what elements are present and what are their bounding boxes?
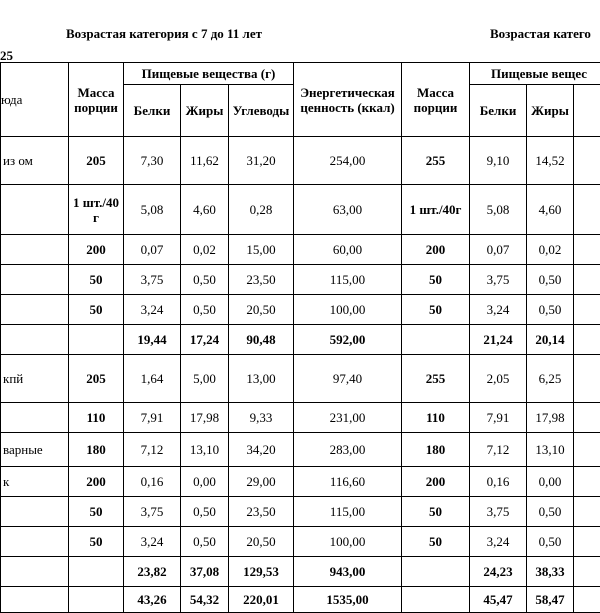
cell-protein-right: 45,47 <box>470 587 527 613</box>
cell-energy: 116,60 <box>294 467 402 497</box>
cell-mass: 50 <box>69 497 124 527</box>
cell-fat: 4,60 <box>181 185 229 235</box>
cell-fat: 5,00 <box>181 355 229 403</box>
cell-carbs: 29,00 <box>229 467 294 497</box>
table-row <box>1 527 600 557</box>
table-row <box>1 265 600 295</box>
cell-mass: 180 <box>69 433 124 467</box>
cell-carbs-right <box>574 355 600 403</box>
cell-mass-right: 255 <box>402 355 470 403</box>
cell-carbs-right <box>574 497 600 527</box>
cell-carbs: 31,20 <box>229 137 294 185</box>
cell-fat: 0,50 <box>181 527 229 557</box>
cell-protein: 0,07 <box>124 235 181 265</box>
cell-fat-right: 4,60 <box>527 185 574 235</box>
cell-dish <box>1 185 69 235</box>
cell-mass: 50 <box>69 527 124 557</box>
cell-dish <box>1 403 69 433</box>
cell-mass: 50 <box>69 295 124 325</box>
cell-carbs: 15,00 <box>229 235 294 265</box>
table-row <box>1 403 600 433</box>
col-mass-header: Масса порции <box>69 63 124 137</box>
cell-energy: 115,00 <box>294 265 402 295</box>
cell-energy: 254,00 <box>294 137 402 185</box>
cell-carbs-right <box>574 403 600 433</box>
col-carbs-header-right <box>574 85 600 137</box>
col-carbs-header: Углеводы <box>229 85 294 137</box>
cell-dish <box>1 497 69 527</box>
cell-fat: 0,00 <box>181 467 229 497</box>
age-category-heading-right: Возрастая катего <box>490 26 591 42</box>
cell-energy: 283,00 <box>294 433 402 467</box>
cell-mass: 205 <box>69 137 124 185</box>
cell-dish <box>1 295 69 325</box>
cell-carbs: 129,53 <box>229 557 294 587</box>
age-category-heading-left: Возрастая категория с 7 до 11 лет <box>66 26 262 42</box>
cell-mass: 50 <box>69 265 124 295</box>
cell-protein: 19,44 <box>124 325 181 355</box>
cell-carbs-right <box>574 325 600 355</box>
table-row <box>1 497 600 527</box>
cell-protein-right: 0,07 <box>470 235 527 265</box>
table-row <box>1 433 600 467</box>
cell-fat-right: 20,14 <box>527 325 574 355</box>
cell-fat-right: 0,02 <box>527 235 574 265</box>
cell-carbs: 23,50 <box>229 265 294 295</box>
cell-fat-right: 0,50 <box>527 295 574 325</box>
cell-fat-right: 17,98 <box>527 403 574 433</box>
cell-carbs-right <box>574 557 600 587</box>
cell-carbs: 220,01 <box>229 587 294 613</box>
cell-mass-right: 180 <box>402 433 470 467</box>
cell-fat-right: 38,33 <box>527 557 574 587</box>
col-protein-header: Белки <box>124 85 181 137</box>
cell-energy: 60,00 <box>294 235 402 265</box>
nutrition-table <box>0 62 600 613</box>
cell-mass-right: 110 <box>402 403 470 433</box>
cell-fat: 13,10 <box>181 433 229 467</box>
cell-mass: 200 <box>69 235 124 265</box>
cell-fat: 17,24 <box>181 325 229 355</box>
cell-fat-right: 0,50 <box>527 497 574 527</box>
cell-carbs-right <box>574 185 600 235</box>
cell-dish <box>1 527 69 557</box>
cell-energy: 1535,00 <box>294 587 402 613</box>
cell-fat-right: 0,50 <box>527 527 574 557</box>
cell-dish <box>1 235 69 265</box>
cell-protein-right: 7,12 <box>470 433 527 467</box>
cell-carbs: 20,50 <box>229 527 294 557</box>
cell-protein-right: 7,91 <box>470 403 527 433</box>
cell-protein-right: 0,16 <box>470 467 527 497</box>
cell-mass-right: 200 <box>402 235 470 265</box>
col-nutrients-header-right: Пищевые вещес <box>470 63 600 85</box>
cell-energy: 943,00 <box>294 557 402 587</box>
cell-protein-right: 3,75 <box>470 497 527 527</box>
cell-energy: 115,00 <box>294 497 402 527</box>
cell-protein-right: 9,10 <box>470 137 527 185</box>
cell-mass: 205 <box>69 355 124 403</box>
menu-number: 25 <box>0 48 13 64</box>
cell-mass <box>69 557 124 587</box>
col-protein-header-right: Белки <box>470 85 527 137</box>
cell-carbs-right <box>574 137 600 185</box>
cell-mass-right <box>402 557 470 587</box>
cell-mass: 200 <box>69 467 124 497</box>
cell-energy: 97,40 <box>294 355 402 403</box>
cell-fat-right: 6,25 <box>527 355 574 403</box>
cell-protein-right: 3,24 <box>470 527 527 557</box>
cell-mass: 110 <box>69 403 124 433</box>
cell-protein-right: 3,24 <box>470 295 527 325</box>
col-fat-header-right: Жиры <box>527 85 574 137</box>
table-row <box>1 235 600 265</box>
cell-dish: к <box>1 467 69 497</box>
cell-dish: кпй <box>1 355 69 403</box>
table-row <box>1 185 600 235</box>
cell-energy: 592,00 <box>294 325 402 355</box>
cell-mass <box>69 325 124 355</box>
cell-protein: 3,75 <box>124 497 181 527</box>
cell-protein-right: 2,05 <box>470 355 527 403</box>
cell-carbs: 9,33 <box>229 403 294 433</box>
cell-fat-right: 13,10 <box>527 433 574 467</box>
cell-carbs: 20,50 <box>229 295 294 325</box>
cell-carbs-right <box>574 467 600 497</box>
cell-energy: 63,00 <box>294 185 402 235</box>
cell-carbs-right <box>574 527 600 557</box>
cell-carbs: 13,00 <box>229 355 294 403</box>
cell-protein: 43,26 <box>124 587 181 613</box>
cell-mass-right: 50 <box>402 295 470 325</box>
cell-protein: 7,91 <box>124 403 181 433</box>
cell-protein-right: 21,24 <box>470 325 527 355</box>
col-energy-header: Энергетическая ценность (ккал) <box>294 63 402 137</box>
cell-protein: 5,08 <box>124 185 181 235</box>
cell-mass-right: 50 <box>402 527 470 557</box>
table-row <box>1 467 600 497</box>
cell-energy: 100,00 <box>294 527 402 557</box>
cell-fat: 37,08 <box>181 557 229 587</box>
cell-carbs-right <box>574 265 600 295</box>
cell-protein-right: 3,75 <box>470 265 527 295</box>
table-total-row <box>1 325 600 355</box>
cell-protein-right: 5,08 <box>470 185 527 235</box>
cell-mass-right: 1 шт./40г <box>402 185 470 235</box>
col-nutrients-header: Пищевые вещества (г) <box>124 63 294 85</box>
cell-fat-right: 0,00 <box>527 467 574 497</box>
cell-protein-right: 24,23 <box>470 557 527 587</box>
table-total-row <box>1 557 600 587</box>
col-dish-header: юда <box>1 63 69 137</box>
col-fat-header: Жиры <box>181 85 229 137</box>
table-row <box>1 355 600 403</box>
cell-fat-right: 0,50 <box>527 265 574 295</box>
cell-energy: 100,00 <box>294 295 402 325</box>
cell-mass-right: 200 <box>402 467 470 497</box>
cell-carbs: 34,20 <box>229 433 294 467</box>
cell-fat: 0,50 <box>181 295 229 325</box>
cell-carbs-right <box>574 295 600 325</box>
cell-dish <box>1 265 69 295</box>
cell-protein: 23,82 <box>124 557 181 587</box>
cell-carbs-right <box>574 433 600 467</box>
cell-protein: 0,16 <box>124 467 181 497</box>
cell-fat: 0,02 <box>181 235 229 265</box>
table-row <box>1 295 600 325</box>
cell-mass-right: 255 <box>402 137 470 185</box>
cell-fat: 0,50 <box>181 497 229 527</box>
cell-fat-right: 14,52 <box>527 137 574 185</box>
cell-protein: 7,30 <box>124 137 181 185</box>
cell-mass: 1 шт./40 г <box>69 185 124 235</box>
cell-mass-right: 50 <box>402 265 470 295</box>
col-mass-header-right: Масса порции <box>402 63 470 137</box>
cell-fat: 11,62 <box>181 137 229 185</box>
cell-carbs: 0,28 <box>229 185 294 235</box>
cell-carbs: 90,48 <box>229 325 294 355</box>
cell-carbs: 23,50 <box>229 497 294 527</box>
cell-dish: варные <box>1 433 69 467</box>
cell-carbs-right <box>574 235 600 265</box>
cell-mass-right: 50 <box>402 497 470 527</box>
cell-fat: 17,98 <box>181 403 229 433</box>
cell-protein: 7,12 <box>124 433 181 467</box>
cell-protein: 3,24 <box>124 527 181 557</box>
cell-dish <box>1 325 69 355</box>
cell-fat: 54,32 <box>181 587 229 613</box>
cell-mass-right <box>402 325 470 355</box>
table-row <box>1 137 600 185</box>
cell-dish: из ом <box>1 137 69 185</box>
cell-fat: 0,50 <box>181 265 229 295</box>
cell-protein: 3,75 <box>124 265 181 295</box>
cell-protein: 3,24 <box>124 295 181 325</box>
cell-protein: 1,64 <box>124 355 181 403</box>
cell-dish <box>1 557 69 587</box>
cell-energy: 231,00 <box>294 403 402 433</box>
cell-fat-right: 58,47 <box>527 587 574 613</box>
